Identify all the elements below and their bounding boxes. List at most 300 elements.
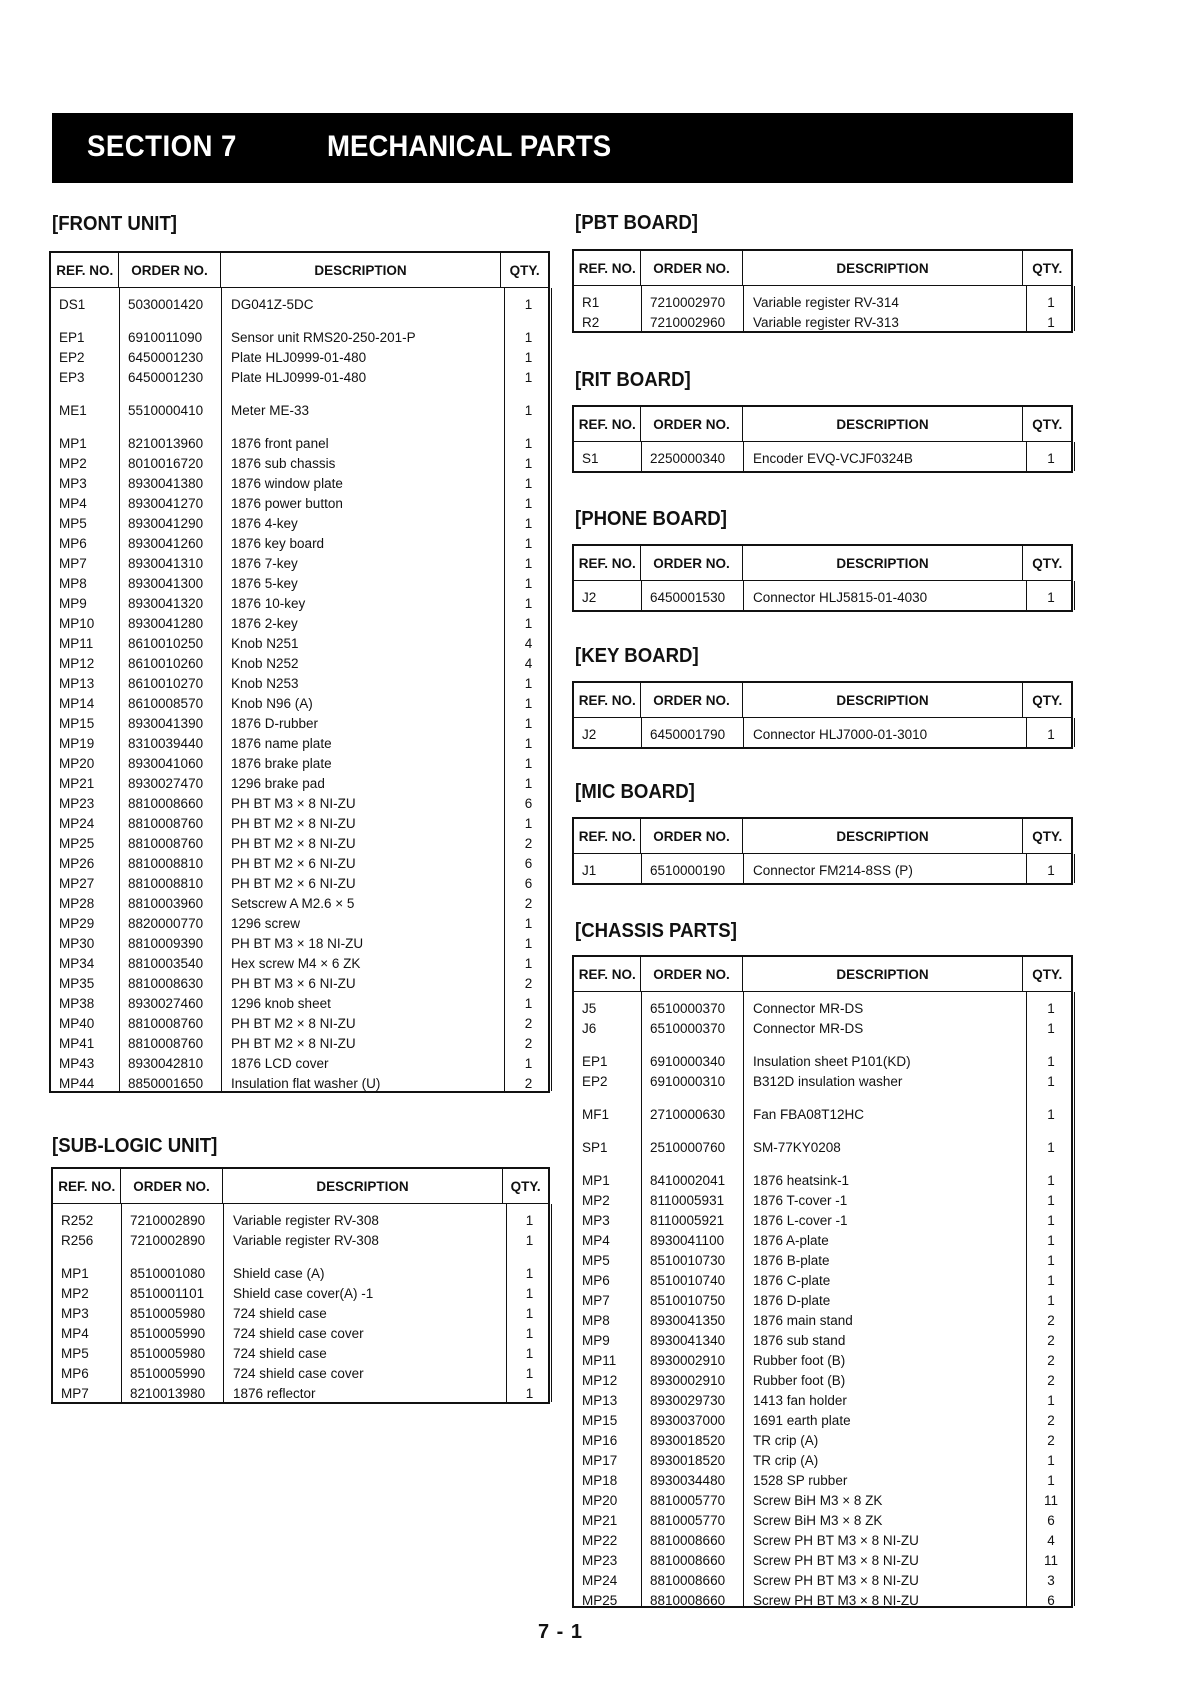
- cell-qty: 1: [1047, 1000, 1055, 1016]
- cell-ref-no: MP14: [59, 695, 95, 711]
- cell-ref-no: MP6: [59, 535, 87, 551]
- cell-ref-no: MP19: [59, 735, 95, 751]
- cell-qty: 1: [1047, 1192, 1055, 1208]
- section-header-bar: [52, 113, 1073, 183]
- cell-ref-no: MP5: [61, 1345, 89, 1361]
- cell-ref-no: MP20: [59, 755, 95, 771]
- cell-order-no: 6450001530: [650, 589, 726, 605]
- key-board-table: [572, 681, 1073, 749]
- cell-description: 1296 screw: [231, 915, 301, 931]
- front-unit-title: [FRONT UNIT]: [52, 213, 178, 235]
- cell-ref-no: MP35: [59, 975, 95, 991]
- cell-ref-no: MP3: [61, 1305, 89, 1321]
- cell-description: Screw BiH M3 × 8 ZK: [753, 1492, 883, 1508]
- page-number: 7 - 1: [538, 1621, 584, 1643]
- cell-qty: 1: [524, 475, 533, 491]
- table-row: [51, 673, 548, 693]
- cell-description: Knob N96 (A): [231, 695, 313, 711]
- cell-order-no: 8930018520: [650, 1432, 726, 1448]
- cell-order-no: 8810008760: [128, 815, 204, 831]
- cell-ref-no: J1: [582, 862, 597, 878]
- cell-qty: 1: [1047, 1292, 1055, 1308]
- cell-ref-no: R1: [582, 294, 600, 310]
- table-row: [574, 1170, 1071, 1190]
- cell-ref-no: MP1: [582, 1172, 610, 1188]
- cell-qty: 2: [1047, 1352, 1055, 1368]
- cell-description: Screw PH BT M3 × 8 NI-ZU: [753, 1552, 919, 1568]
- cell-order-no: 8930041310: [128, 555, 204, 571]
- cell-order-no: 8810008630: [128, 975, 204, 991]
- cell-description: Variable register RV-308: [233, 1232, 379, 1248]
- cell-description: 1876 10-key: [231, 595, 306, 611]
- table-row: [53, 1263, 548, 1283]
- cell-qty: 4: [524, 635, 533, 651]
- cell-order-no: 8810009390: [128, 935, 204, 951]
- cell-qty: 4: [524, 655, 533, 671]
- table-row: [574, 1430, 1071, 1450]
- table-row: [574, 1570, 1071, 1590]
- table-row: [53, 1383, 548, 1403]
- cell-qty: 1: [524, 435, 533, 451]
- phone-board-title: [PHONE BOARD]: [575, 508, 727, 530]
- table-row: [51, 793, 548, 813]
- cell-qty: 1: [524, 575, 533, 591]
- cell-description: Plate HLJ0999-01-480: [231, 369, 367, 385]
- table-row: [574, 1210, 1071, 1230]
- column-header-description: DESCRIPTION: [221, 253, 502, 287]
- column-header-ref-no: REF. NO.: [574, 957, 641, 991]
- cell-description: PH BT M2 × 8 NI-ZU: [231, 1035, 356, 1051]
- cell-qty: 1: [524, 535, 533, 551]
- cell-order-no: 7210002970: [650, 294, 726, 310]
- cell-order-no: 8930041300: [128, 575, 204, 591]
- table-row: [51, 573, 548, 593]
- table-row: [51, 953, 548, 973]
- pbt-board-table: [572, 249, 1073, 333]
- cell-order-no: 8930041340: [650, 1332, 726, 1348]
- table-header: [574, 957, 1071, 992]
- cell-qty: 1: [524, 815, 533, 831]
- cell-ref-no: MP41: [59, 1035, 95, 1051]
- cell-description: 1876 A-plate: [753, 1232, 829, 1248]
- column-header-ref-no: REF. NO.: [574, 407, 641, 441]
- cell-qty: 1: [1047, 314, 1055, 330]
- cell-qty: 1: [524, 555, 533, 571]
- cell-description: 1876 main stand: [753, 1312, 853, 1328]
- cell-qty: 1: [525, 1305, 534, 1321]
- table-row: [53, 1283, 548, 1303]
- column-header-description: DESCRIPTION: [743, 546, 1024, 580]
- table-row: [51, 367, 548, 387]
- table-row: [51, 1033, 548, 1053]
- cell-description: PH BT M2 × 8 NI-ZU: [231, 815, 356, 831]
- table-row: [51, 553, 548, 573]
- cell-qty: 4: [1047, 1532, 1055, 1548]
- cell-qty: 6: [1047, 1512, 1055, 1528]
- cell-ref-no: R256: [61, 1232, 94, 1248]
- table-row: [574, 1450, 1071, 1470]
- cell-qty: 1: [1047, 1252, 1055, 1268]
- column-header-description: DESCRIPTION: [223, 1169, 504, 1203]
- cell-description: 1876 4-key: [231, 515, 298, 531]
- cell-order-no: 6510000370: [650, 1000, 726, 1016]
- cell-order-no: 8510010740: [650, 1272, 726, 1288]
- cell-qty: 1: [524, 955, 533, 971]
- cell-ref-no: MP11: [582, 1352, 617, 1368]
- cell-ref-no: MP25: [59, 835, 95, 851]
- cell-description: 1876 power button: [231, 495, 343, 511]
- table-row: [53, 1323, 548, 1343]
- cell-description: Sensor unit RMS20-250-201-P: [231, 329, 416, 345]
- phone-board-table: [572, 544, 1073, 612]
- cell-order-no: 8930041390: [128, 715, 204, 731]
- cell-order-no: 8930018520: [650, 1452, 726, 1468]
- cell-qty: 1: [524, 1055, 533, 1071]
- column-header-qty: QTY.: [1032, 260, 1063, 276]
- cell-qty: 2: [1047, 1432, 1055, 1448]
- cell-qty: 1: [524, 296, 533, 312]
- cell-order-no: 8610010250: [128, 635, 204, 651]
- cell-description: Screw PH BT M3 × 8 NI-ZU: [753, 1572, 919, 1588]
- cell-description: 1876 7-key: [231, 555, 298, 571]
- table-row: [53, 1363, 548, 1383]
- rit-board-title: [RIT BOARD]: [575, 369, 691, 391]
- cell-qty: 1: [524, 755, 533, 771]
- table-row: [51, 473, 548, 493]
- cell-ref-no: MP34: [59, 955, 95, 971]
- column-header-ref-no: REF. NO.: [51, 253, 119, 287]
- cell-ref-no: R2: [582, 314, 600, 330]
- cell-description: Connector HLJ5815-01-4030: [753, 589, 928, 605]
- table-row: [51, 433, 548, 453]
- cell-qty: 2: [524, 895, 533, 911]
- cell-description: Insulation flat washer (U): [231, 1075, 381, 1091]
- front-unit-table: [49, 251, 550, 1093]
- column-header-qty: QTY.: [1032, 555, 1063, 571]
- cell-order-no: 8410002041: [650, 1172, 726, 1188]
- chassis-parts-table: [572, 955, 1073, 1608]
- cell-description: 1876 LCD cover: [231, 1055, 329, 1071]
- column-header-order-no: ORDER NO.: [641, 683, 742, 717]
- cell-order-no: 7210002890: [130, 1232, 206, 1248]
- column-header-qty: QTY.: [1032, 828, 1063, 844]
- table-row: [574, 1137, 1071, 1157]
- cell-description: 1876 front panel: [231, 435, 329, 451]
- cell-qty: 1: [524, 775, 533, 791]
- cell-order-no: 8930041270: [128, 495, 204, 511]
- cell-ref-no: MP13: [582, 1392, 618, 1408]
- cell-description: Screw PH BT M3 × 8 NI-ZU: [753, 1592, 919, 1608]
- cell-qty: 1: [524, 695, 533, 711]
- cell-qty: 1: [1047, 862, 1055, 878]
- cell-description: 1876 brake plate: [231, 755, 332, 771]
- cell-ref-no: MP2: [582, 1192, 610, 1208]
- cell-ref-no: EP1: [582, 1053, 608, 1069]
- section-number: SECTION 7: [87, 130, 237, 163]
- cell-ref-no: MP4: [59, 495, 87, 511]
- cell-qty: 6: [524, 855, 533, 871]
- cell-description: 1876 2-key: [231, 615, 298, 631]
- cell-ref-no: MP12: [582, 1372, 618, 1388]
- cell-qty: 1: [1047, 1452, 1055, 1468]
- column-header-order-no: ORDER NO.: [641, 957, 742, 991]
- cell-description: PH BT M2 × 8 NI-ZU: [231, 1015, 356, 1031]
- cell-ref-no: MP8: [59, 575, 87, 591]
- table-row: [51, 653, 548, 673]
- cell-description: 1296 knob sheet: [231, 995, 331, 1011]
- cell-description: B312D insulation washer: [753, 1073, 903, 1089]
- cell-order-no: 8810008660: [650, 1592, 726, 1608]
- column-header-description: DESCRIPTION: [743, 683, 1024, 717]
- cell-qty: 1: [525, 1265, 534, 1281]
- cell-order-no: 8510005980: [130, 1345, 206, 1361]
- cell-description: 724 shield case cover: [233, 1365, 364, 1381]
- cell-description: Knob N251: [231, 635, 299, 651]
- cell-description: Knob N253: [231, 675, 299, 691]
- cell-order-no: 8810003960: [128, 895, 204, 911]
- cell-ref-no: MP27: [59, 875, 95, 891]
- table-row: [51, 833, 548, 853]
- cell-description: Fan FBA08T12HC: [753, 1106, 865, 1122]
- table-row: [51, 633, 548, 653]
- cell-description: Meter ME-33: [231, 402, 310, 418]
- cell-order-no: 2250000340: [650, 450, 726, 466]
- cell-qty: 1: [524, 369, 533, 385]
- cell-description: SM-77KY0208: [753, 1139, 841, 1155]
- cell-ref-no: MP23: [59, 795, 95, 811]
- cell-ref-no: MP5: [59, 515, 87, 531]
- cell-order-no: 8810008760: [128, 835, 204, 851]
- cell-qty: 1: [524, 455, 533, 471]
- cell-ref-no: MF1: [582, 1106, 609, 1122]
- cell-ref-no: EP1: [59, 329, 85, 345]
- sub-logic-unit-title: [SUB-LOGIC UNIT]: [52, 1135, 218, 1157]
- cell-description: Connector FM214-8SS (P): [753, 862, 913, 878]
- table-row: [574, 1270, 1071, 1290]
- table-row: [574, 1490, 1071, 1510]
- cell-qty: 1: [1047, 450, 1055, 466]
- cell-ref-no: MP22: [582, 1532, 618, 1548]
- cell-ref-no: J2: [582, 726, 597, 742]
- cell-order-no: 8810008660: [650, 1572, 726, 1588]
- cell-qty: 1: [525, 1385, 534, 1401]
- table-row: [51, 513, 548, 533]
- cell-order-no: 8510005990: [130, 1325, 206, 1341]
- cell-order-no: 8930041100: [650, 1232, 725, 1248]
- cell-qty: 1: [524, 402, 533, 418]
- table-row: [574, 860, 1071, 880]
- cell-qty: 1: [524, 675, 533, 691]
- cell-qty: 1: [524, 615, 533, 631]
- cell-ref-no: EP2: [582, 1073, 608, 1089]
- table-row: [574, 448, 1071, 468]
- cell-qty: 3: [1047, 1572, 1055, 1588]
- table-row: [574, 1370, 1071, 1390]
- table-row: [51, 933, 548, 953]
- cell-order-no: 8810008660: [128, 795, 204, 811]
- cell-qty: 11: [1043, 1552, 1058, 1568]
- cell-qty: 1: [1047, 1232, 1055, 1248]
- table-row: [574, 1390, 1071, 1410]
- cell-ref-no: EP3: [59, 369, 85, 385]
- cell-description: 1876 sub chassis: [231, 455, 336, 471]
- cell-description: TR crip (A): [753, 1432, 819, 1448]
- cell-qty: 1: [525, 1345, 534, 1361]
- cell-qty: 6: [524, 795, 533, 811]
- cell-qty: 1: [1047, 1172, 1055, 1188]
- cell-ref-no: MP20: [582, 1492, 618, 1508]
- cell-ref-no: MP9: [59, 595, 87, 611]
- chassis-parts-title: [CHASSIS PARTS]: [575, 920, 737, 942]
- column-header-qty: QTY.: [1032, 692, 1063, 708]
- cell-qty: 1: [524, 715, 533, 731]
- cell-description: 1876 window plate: [231, 475, 343, 491]
- cell-order-no: 8110005931: [650, 1192, 725, 1208]
- cell-ref-no: MP40: [59, 1015, 95, 1031]
- cell-ref-no: MP1: [59, 435, 87, 451]
- cell-order-no: 8610008570: [128, 695, 204, 711]
- column-header-ref-no: REF. NO.: [574, 546, 641, 580]
- cell-order-no: 8510001080: [130, 1265, 206, 1281]
- cell-qty: 2: [1047, 1312, 1055, 1328]
- table-row: [53, 1303, 548, 1323]
- cell-qty: 6: [1047, 1592, 1055, 1608]
- cell-ref-no: MP4: [582, 1232, 610, 1248]
- cell-description: 724 shield case: [233, 1345, 327, 1361]
- table-row: [574, 1104, 1071, 1124]
- column-header-order-no: ORDER NO.: [641, 546, 742, 580]
- table-row: [574, 1290, 1071, 1310]
- cell-order-no: 8930041320: [128, 595, 204, 611]
- cell-ref-no: MP23: [582, 1552, 618, 1568]
- cell-qty: 1: [525, 1232, 534, 1248]
- table-row: [51, 1053, 548, 1073]
- table-row: [574, 1350, 1071, 1370]
- cell-order-no: 8110005921: [650, 1212, 725, 1228]
- table-row: [51, 813, 548, 833]
- cell-ref-no: MP21: [582, 1512, 618, 1528]
- cell-ref-no: MP16: [582, 1432, 618, 1448]
- cell-order-no: 6450001790: [650, 726, 726, 742]
- cell-order-no: 8510010750: [650, 1292, 726, 1308]
- cell-description: 1876 B-plate: [753, 1252, 830, 1268]
- table-header: [574, 819, 1071, 854]
- cell-description: PH BT M2 × 8 NI-ZU: [231, 835, 356, 851]
- cell-ref-no: MP15: [59, 715, 95, 731]
- cell-ref-no: DS1: [59, 296, 86, 312]
- table-row: [574, 1530, 1071, 1550]
- table-row: [51, 533, 548, 553]
- cell-order-no: 6450001230: [128, 369, 204, 385]
- table-row: [51, 693, 548, 713]
- cell-qty: 1: [1047, 589, 1055, 605]
- cell-ref-no: MP2: [61, 1285, 89, 1301]
- cell-ref-no: MP26: [59, 855, 95, 871]
- cell-order-no: 8930041280: [128, 615, 204, 631]
- cell-order-no: 8610010260: [128, 655, 204, 671]
- cell-qty: 2: [1047, 1372, 1055, 1388]
- table-row: [51, 893, 548, 913]
- cell-ref-no: MP25: [582, 1592, 618, 1608]
- column-header-description: DESCRIPTION: [743, 819, 1024, 853]
- cell-ref-no: MP6: [582, 1272, 610, 1288]
- cell-description: 1876 name plate: [231, 735, 332, 751]
- table-row: [51, 613, 548, 633]
- cell-order-no: 8930041380: [128, 475, 204, 491]
- cell-order-no: 8930042810: [128, 1055, 204, 1071]
- cell-description: 1876 T-cover -1: [753, 1192, 848, 1208]
- cell-qty: 1: [1047, 1139, 1055, 1155]
- cell-ref-no: MP4: [61, 1325, 89, 1341]
- pbt-board-title: [PBT BOARD]: [575, 212, 698, 234]
- cell-description: PH BT M3 × 8 NI-ZU: [231, 795, 356, 811]
- cell-ref-no: MP6: [61, 1365, 89, 1381]
- cell-order-no: 8610010270: [128, 675, 204, 691]
- cell-ref-no: MP17: [582, 1452, 618, 1468]
- cell-ref-no: MP28: [59, 895, 95, 911]
- cell-qty: 1: [525, 1285, 534, 1301]
- cell-description: Insulation sheet P101(KD): [753, 1053, 911, 1069]
- column-header-qty: QTY.: [1032, 416, 1063, 432]
- cell-order-no: 8810008760: [128, 1015, 204, 1031]
- cell-description: 1876 L-cover -1: [753, 1212, 848, 1228]
- cell-order-no: 8810008810: [128, 875, 204, 891]
- cell-description: Shield case cover(A) -1: [233, 1285, 374, 1301]
- cell-ref-no: MP30: [59, 935, 95, 951]
- column-header-order-no: ORDER NO.: [121, 1169, 222, 1203]
- table-row: [51, 453, 548, 473]
- table-row: [574, 998, 1071, 1018]
- cell-description: Rubber foot (B): [753, 1372, 846, 1388]
- table-row: [53, 1230, 548, 1250]
- cell-order-no: 8210013980: [130, 1385, 206, 1401]
- cell-order-no: 8930034480: [650, 1472, 726, 1488]
- cell-order-no: 8510005990: [130, 1365, 206, 1381]
- cell-qty: 1: [1047, 294, 1055, 310]
- cell-ref-no: MP7: [582, 1292, 610, 1308]
- cell-qty: 1: [1047, 1073, 1055, 1089]
- cell-qty: 6: [524, 875, 533, 891]
- cell-order-no: 8930002910: [650, 1352, 726, 1368]
- cell-order-no: 5030001420: [128, 296, 204, 312]
- cell-ref-no: SP1: [582, 1139, 608, 1155]
- table-row: [51, 993, 548, 1013]
- cell-description: 1876 C-plate: [753, 1272, 831, 1288]
- cell-description: Hex screw M4 × 6 ZK: [231, 955, 361, 971]
- rit-board-table: [572, 405, 1073, 473]
- cell-ref-no: MP7: [59, 555, 87, 571]
- table-row: [51, 853, 548, 873]
- cell-order-no: 8810008810: [128, 855, 204, 871]
- cell-order-no: 8010016720: [128, 455, 204, 471]
- table-row: [574, 1018, 1071, 1038]
- key-board-title: [KEY BOARD]: [575, 645, 699, 667]
- cell-order-no: 8810008660: [650, 1532, 726, 1548]
- cell-ref-no: J2: [582, 589, 597, 605]
- cell-order-no: 8930041060: [128, 755, 204, 771]
- table-header: [574, 683, 1071, 718]
- cell-description: Variable register RV-308: [233, 1212, 379, 1228]
- cell-ref-no: MP10: [59, 615, 95, 631]
- cell-qty: 1: [1047, 726, 1055, 742]
- cell-order-no: 5510000410: [128, 402, 204, 418]
- cell-description: Shield case (A): [233, 1265, 325, 1281]
- cell-ref-no: MP8: [582, 1312, 610, 1328]
- table-row: [574, 1250, 1071, 1270]
- column-header-ref-no: REF. NO.: [574, 251, 641, 285]
- cell-order-no: 7210002890: [130, 1212, 206, 1228]
- cell-description: 724 shield case cover: [233, 1325, 364, 1341]
